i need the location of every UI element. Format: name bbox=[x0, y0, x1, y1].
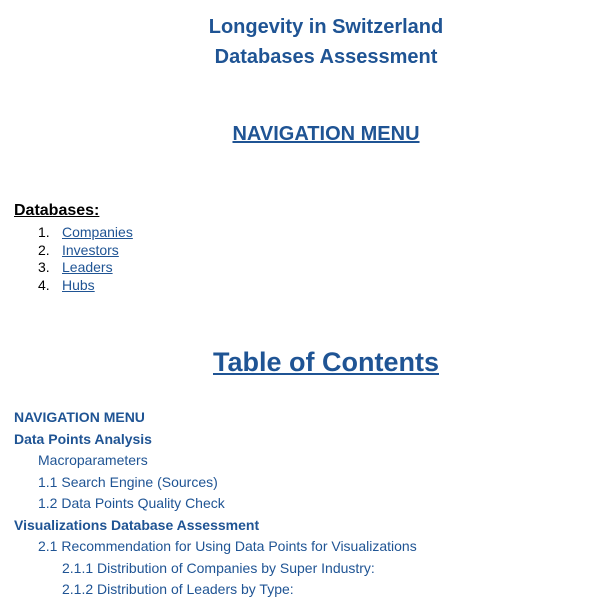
database-item-hubs bbox=[38, 277, 133, 295]
list-number: 1. bbox=[38, 224, 50, 240]
toc-entry-search-engine[interactable]: 1.1 Search Engine (Sources) bbox=[38, 473, 218, 490]
toc-entry-recommendation[interactable]: 2.1 Recommendation for Using Data Points for Visualizations bbox=[38, 538, 417, 554]
database-item-investors bbox=[38, 242, 133, 260]
toc-entry-quality-check[interactable]: 1.2 Data Points Quality Check bbox=[38, 495, 225, 511]
list-number: 3. bbox=[38, 259, 50, 276]
table-of-contents-heading: Table of Contents bbox=[213, 347, 439, 377]
companies-link[interactable]: Companies bbox=[62, 224, 133, 240]
leaders-link[interactable]: Leaders bbox=[62, 259, 113, 276]
toc-entry-macroparameters[interactable]: Macroparameters bbox=[38, 452, 148, 468]
list-number: 4. bbox=[38, 276, 50, 293]
toc-entry-leaders-distribution[interactable]: 2.1.2 Distribution of Leaders by Type: bbox=[62, 581, 294, 597]
toc-entry-data-points-analysis[interactable]: Data Points Analysis bbox=[14, 430, 152, 447]
document-title-line-2: Databases Assessment bbox=[214, 46, 438, 68]
databases-heading: Databases: bbox=[14, 202, 100, 219]
toc-entry-visualizations-assessment[interactable]: Visualizations Database Assessment bbox=[14, 516, 260, 533]
toc-entry-companies-distribution[interactable]: 2.1.1 Distribution of Companies by Super Industry: bbox=[62, 559, 375, 576]
toc-entry-navigation-menu[interactable]: NAVIGATION MENU bbox=[14, 409, 145, 425]
table-of-contents bbox=[0, 407, 417, 601]
database-item-leaders bbox=[38, 259, 133, 277]
investors-link[interactable]: Investors bbox=[62, 241, 119, 258]
database-item-companies bbox=[38, 224, 133, 242]
hubs-link[interactable]: Hubs bbox=[62, 276, 95, 293]
databases-list bbox=[38, 224, 133, 294]
navigation-menu-heading: NAVIGATION MENU bbox=[232, 123, 420, 145]
list-number: 2. bbox=[38, 241, 50, 258]
document-title-line-1: Longevity in Switzerland bbox=[208, 16, 444, 38]
